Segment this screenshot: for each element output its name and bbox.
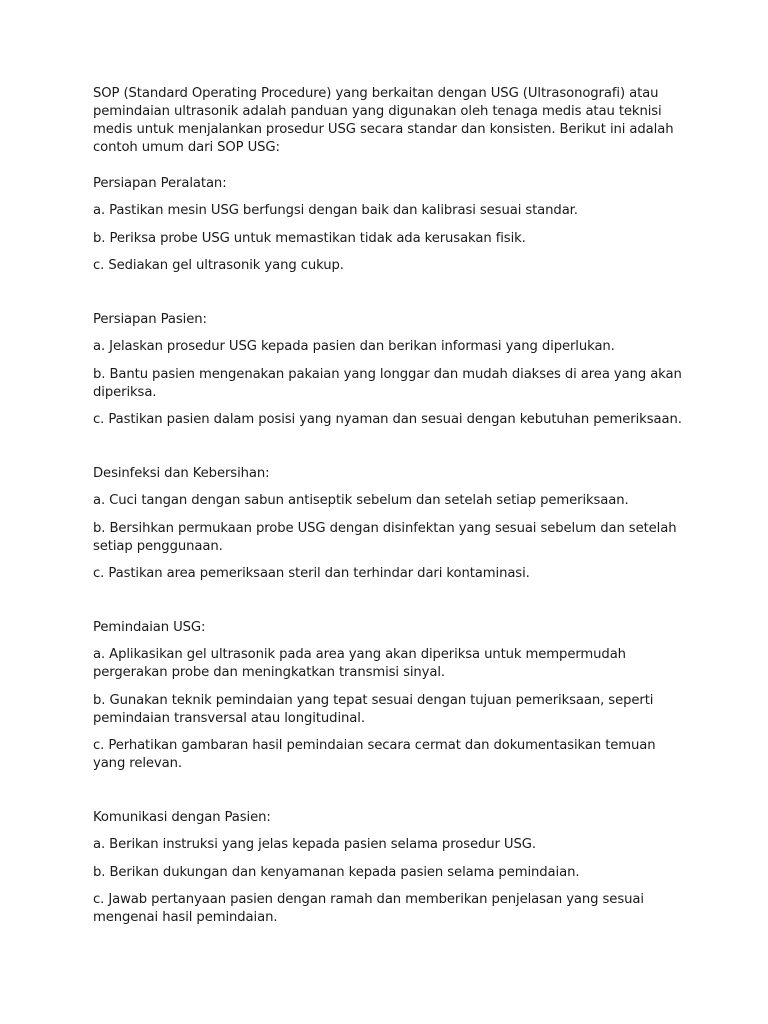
section-heading: Persiapan Peralatan: [93, 176, 227, 191]
list-item: c. Perhatikan gambaran hasil pemindaian secara cermat dan dokumentasikan temuan yang relevan. [93, 738, 656, 771]
section-heading: Pemindaian USG: [93, 620, 206, 635]
list-item: a. Aplikasikan gel ultrasonik pada area yang akan diperiksa untuk mempermudah pergerakan probe dan meningkatkan transmisi sinyal. [93, 647, 626, 680]
section-persiapan-pasien [93, 311, 683, 429]
section-komunikasi [93, 809, 683, 927]
list-item: b. Berikan dukungan dan kenyamanan kepada pasien selama pemindaian. [93, 864, 580, 880]
list-item: b. Gunakan teknik pemindaian yang tepat sesuai dengan tujuan pemeriksaan, seperti pemindaian transversal atau longitudinal. [93, 692, 654, 726]
section-desinfeksi [93, 465, 683, 583]
list-item: a. Berikan instruksi yang jelas kepada pasien selama prosedur USG. [93, 837, 536, 852]
section-heading: Komunikasi dengan Pasien: [93, 810, 271, 825]
section-heading: Desinfeksi dan Kebersihan: [93, 466, 270, 481]
list-item: b. Bersihkan permukaan probe USG dengan disinfektan yang sesuai sebelum dan setelah setiap penggunaan. [93, 520, 677, 554]
list-item: a. Cuci tangan dengan sabun antiseptik sebelum dan setelah setiap pemeriksaan. [93, 493, 629, 508]
list-item: b. Periksa probe USG untuk memastikan tidak ada kerusakan fisik. [93, 230, 526, 246]
list-item: a. Pastikan mesin USG berfungsi dengan baik dan kalibrasi sesuai standar. [93, 203, 578, 218]
list-item: c. Sediakan gel ultrasonik yang cukup. [93, 258, 344, 273]
document-page [93, 85, 683, 927]
list-item: c. Pastikan area pemeriksaan steril dan terhindar dari kontaminasi. [93, 566, 530, 581]
intro-paragraph: SOP (Standard Operating Procedure) yang berkaitan dengan USG (Ultrasonografi) atau pemindaian ultrasonik adalah panduan yang digunakan oleh tenaga medis atau teknisi medis untuk menjalankan prosedur USG secara standar dan konsisten. Berikut ini adalah contoh umum dari SOP USG: [93, 86, 674, 155]
section-heading: Persiapan Pasien: [93, 312, 207, 327]
list-item: b. Bantu pasien mengenakan pakaian yang longgar dan mudah diakses di area yang akan diperiksa. [93, 366, 682, 400]
section-pemindaian-usg [93, 619, 683, 773]
list-item: c. Jawab pertanyaan pasien dengan ramah dan memberikan penjelasan yang sesuai mengenai hasil pemindaian. [93, 892, 644, 925]
section-persiapan-peralatan [93, 175, 683, 275]
list-item: a. Jelaskan prosedur USG kepada pasien dan berikan informasi yang diperlukan. [93, 339, 615, 354]
list-item: c. Pastikan pasien dalam posisi yang nyaman dan sesuai dengan kebutuhan pemeriksaan. [93, 412, 682, 427]
